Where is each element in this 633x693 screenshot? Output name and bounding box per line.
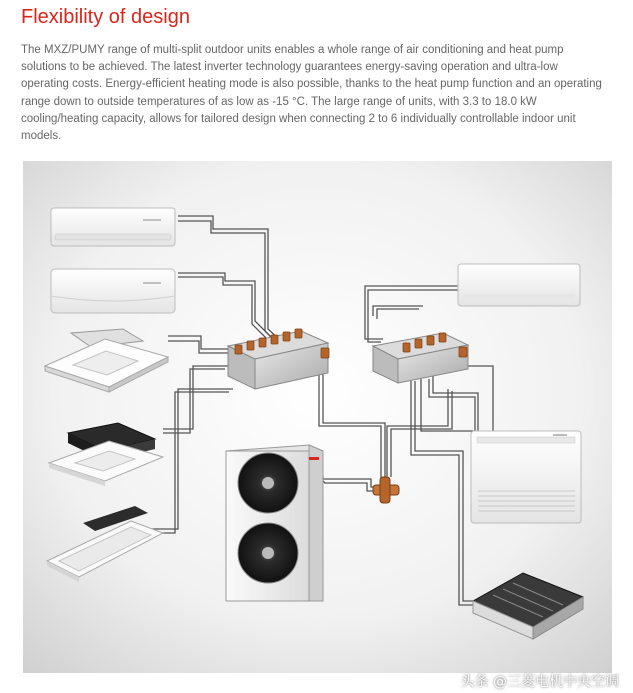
outdoor-unit <box>226 445 323 601</box>
description-paragraph: The MXZ/PUMY range of multi-split outdoor units enables a whole range of air conditioning and heat pump solutions to be achieved. The latest inverter technology guarantees energy-saving operation and ultra-low operating costs. Energy-efficient heating mode is also possible, thanks to the heat pump function and an operating range down to outside temperatures of as low as -15 °C. The large range of units, with 3.3 to 18.0 kW cooling/heating capacity, allows for tailored design when connecting 2 to 6 individually controllable indoor unit models. <box>21 44 602 143</box>
wall-mounted-unit-3 <box>458 264 580 306</box>
system-diagram <box>23 161 612 673</box>
wall-mounted-unit-2 <box>51 269 175 313</box>
wall-mounted-unit-1 <box>51 208 175 246</box>
watermark: 头条 @三菱电机中央空调 <box>460 674 619 690</box>
floor-console-unit <box>471 431 581 523</box>
page-title: Flexibility of design <box>21 6 190 28</box>
